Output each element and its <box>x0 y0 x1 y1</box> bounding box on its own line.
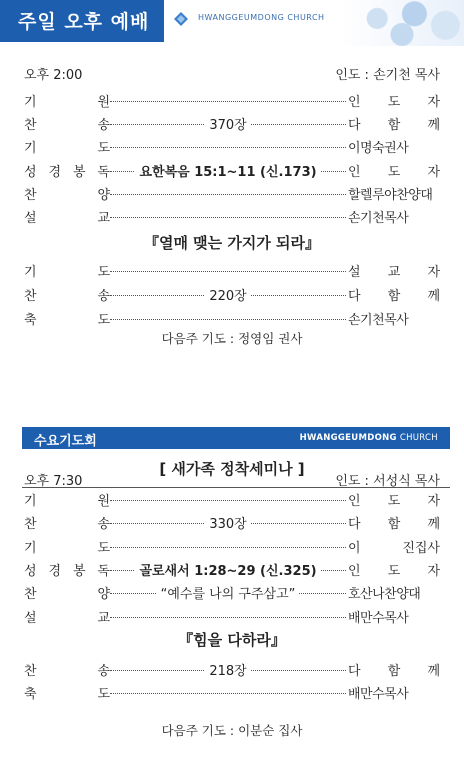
wednesday-title: 수요기도회 <box>34 434 97 449</box>
order-label <box>24 114 110 133</box>
order-person-text: 함 <box>387 289 401 304</box>
order-label-char: 기 <box>24 540 37 556</box>
order-person-text: 배만수목사 <box>348 610 409 626</box>
order-label-char: 찬 <box>24 289 37 304</box>
order-person-text: 자 <box>427 265 440 280</box>
order-person-text: 손기천목사 <box>348 313 409 328</box>
order-detail-text: 요한복음 15:1~11 (신.173) <box>135 165 320 180</box>
dot-leader <box>110 194 346 195</box>
order-row <box>24 261 440 283</box>
order-person-text: 배만수목사 <box>348 687 409 702</box>
order-label-char: 도 <box>97 141 110 157</box>
order-person <box>348 683 440 702</box>
order-detail <box>110 114 346 133</box>
church-logo-icon <box>174 12 188 26</box>
order-person-text: 께 <box>427 118 440 134</box>
order-label-char: 교 <box>97 610 110 626</box>
order-label <box>24 537 110 556</box>
divider <box>22 487 450 488</box>
order-person <box>348 660 440 679</box>
order-person <box>348 285 440 304</box>
order-row <box>24 207 440 229</box>
order-label-char: 원 <box>97 95 110 110</box>
dot-leader <box>110 617 346 618</box>
dot-leader <box>110 101 346 102</box>
sunday-title: 주일 오후 예배 <box>18 11 150 33</box>
wednesday-time: 오후 7:30 <box>24 474 83 489</box>
order-label <box>24 309 110 328</box>
order-person <box>348 184 440 203</box>
order-label-char: 도 <box>97 540 110 556</box>
order-label-char: 찬 <box>24 517 37 533</box>
order-label-char: 송 <box>97 664 110 679</box>
order-person-text: 자 <box>427 95 440 110</box>
order-row <box>24 285 440 307</box>
order-label-char: 봉 <box>72 563 86 579</box>
order-label <box>24 607 110 626</box>
order-person-text: 인 <box>348 164 361 180</box>
order-person-text: 도 <box>387 563 401 579</box>
order-row <box>24 137 440 159</box>
church-name-rest: CHURCH <box>396 433 438 443</box>
order-person <box>348 583 440 602</box>
order-row <box>24 309 440 331</box>
order-person <box>348 261 440 280</box>
order-person <box>348 114 440 133</box>
order-label-char: 찬 <box>24 118 37 134</box>
order-label <box>24 583 110 602</box>
order-person <box>348 207 440 226</box>
sunday-time: 오후 2:00 <box>24 68 83 83</box>
order-person-text: 께 <box>427 289 440 304</box>
sunday-title-tab <box>0 0 164 42</box>
order-label-char: 도 <box>97 687 110 702</box>
wednesday-sermon-title: 『힘을 다하라』 <box>178 631 286 649</box>
order-row <box>24 583 440 605</box>
order-detail <box>110 583 346 602</box>
order-label-char: 찬 <box>24 187 37 203</box>
wednesday-leader: 인도 : 서성식 목사 <box>335 474 440 489</box>
order-person <box>348 607 440 626</box>
wednesday-header <box>22 427 450 449</box>
order-label-char: 송 <box>97 517 110 533</box>
order-person-text: 진집사 <box>402 540 440 556</box>
dot-leader <box>110 271 346 272</box>
order-label <box>24 261 110 280</box>
order-row <box>24 91 440 113</box>
sunday-sermon-title: 『열매 맺는 가지가 되라』 <box>143 234 321 252</box>
sunday-next-prayer: 다음주 기도 : 정영임 권사 <box>161 331 303 346</box>
order-person <box>348 137 440 156</box>
order-label-char: 설 <box>24 610 37 626</box>
order-row <box>24 184 440 206</box>
order-label <box>24 91 110 110</box>
order-label-char: 경 <box>48 164 62 180</box>
dot-leader <box>110 319 346 320</box>
order-person-text: 함 <box>387 118 401 134</box>
church-name: HWANGGEUMDONG CHURCH <box>198 13 325 22</box>
order-detail-text: 370장 <box>205 118 250 133</box>
order-person <box>348 91 440 110</box>
order-detail <box>110 660 346 679</box>
order-person-text: 도 <box>387 494 401 509</box>
dot-leader <box>110 500 346 501</box>
dot-leader <box>110 547 346 548</box>
order-label-char: 성 <box>24 563 37 579</box>
wednesday-seminar: [ 새가족 정착세미나 ] <box>159 460 305 478</box>
order-label-char: 교 <box>97 211 110 226</box>
order-label-char: 찬 <box>24 664 37 679</box>
order-person-text: 함 <box>387 664 401 679</box>
church-name-bold: HWANGGEUMDONG <box>299 433 397 443</box>
order-row <box>24 513 440 535</box>
order-person-text: 손기천목사 <box>348 211 409 226</box>
order-person-text: 교 <box>387 265 401 280</box>
order-row <box>24 560 440 582</box>
order-person <box>348 560 440 579</box>
order-detail-text: 골로새서 1:28~29 (신.325) <box>135 564 320 579</box>
order-row <box>24 683 440 705</box>
order-label <box>24 184 110 203</box>
order-label-char: 기 <box>24 265 37 280</box>
order-detail-text: 330장 <box>205 517 250 532</box>
sunday-header <box>0 0 464 46</box>
order-person-text: 다 <box>348 664 361 679</box>
order-person-text: 도 <box>387 164 401 180</box>
order-label <box>24 285 110 304</box>
order-row <box>24 490 440 512</box>
sunday-time-line <box>24 64 440 84</box>
order-label-char: 기 <box>24 494 37 509</box>
order-label-char: 송 <box>97 289 110 304</box>
order-label <box>24 490 110 509</box>
order-person <box>348 513 440 532</box>
order-person-text: 자 <box>427 164 440 180</box>
order-label-char: 도 <box>97 313 110 328</box>
order-label <box>24 660 110 679</box>
order-label-char: 축 <box>24 313 37 328</box>
order-person-text: 께 <box>427 664 440 679</box>
order-detail <box>110 513 346 532</box>
order-person-text: 이 <box>348 540 361 556</box>
order-row <box>24 114 440 136</box>
order-person-text: 함 <box>387 517 401 533</box>
wednesday-next-prayer: 다음주 기도 : 이분순 집사 <box>161 723 303 738</box>
order-person-text: 호산나찬양대 <box>348 587 421 603</box>
order-person-text: 다 <box>348 118 361 134</box>
order-label-char: 기 <box>24 141 37 157</box>
order-person <box>348 309 440 328</box>
sunday-leader: 인도 : 손기천 목사 <box>335 68 440 83</box>
order-label-char: 도 <box>97 265 110 280</box>
order-person-text: 자 <box>427 563 440 579</box>
dot-leader <box>110 147 346 148</box>
order-row <box>24 607 440 629</box>
order-person-text: 다 <box>348 517 361 533</box>
order-person-text: 께 <box>427 517 440 533</box>
order-label-char: 봉 <box>72 164 86 180</box>
order-label-char: 성 <box>24 164 37 180</box>
order-person <box>348 537 440 556</box>
order-label-char: 찬 <box>24 587 37 603</box>
order-label <box>24 207 110 226</box>
order-label <box>24 513 110 532</box>
order-person-text: 도 <box>387 95 401 110</box>
order-detail-text: 220장 <box>205 289 250 304</box>
order-label <box>24 560 110 579</box>
order-person-text: 설 <box>348 265 361 280</box>
order-row <box>24 537 440 559</box>
order-detail-text: “예수를 나의 구주삼고” <box>157 587 300 602</box>
dot-leader <box>110 693 346 694</box>
order-label-char: 설 <box>24 211 37 226</box>
order-label-char: 양 <box>97 587 110 603</box>
order-label-char: 경 <box>48 563 62 579</box>
order-label-char: 축 <box>24 687 37 702</box>
dot-leader <box>110 217 346 218</box>
order-detail <box>110 161 346 180</box>
order-label-char: 송 <box>97 118 110 134</box>
order-label-char: 독 <box>97 563 110 579</box>
order-person <box>348 490 440 509</box>
order-label <box>24 161 110 180</box>
order-detail <box>110 560 346 579</box>
order-detail <box>110 285 346 304</box>
order-detail-text: 218장 <box>205 664 250 679</box>
order-label-char: 양 <box>97 187 110 203</box>
order-person <box>348 161 440 180</box>
order-label-char: 독 <box>97 164 110 180</box>
order-person-text: 다 <box>348 289 361 304</box>
order-label <box>24 683 110 702</box>
order-person-text: 인 <box>348 494 361 509</box>
hydrangea-decoration <box>340 0 464 46</box>
order-person-text: 인 <box>348 95 361 110</box>
order-row <box>24 161 440 183</box>
order-person-text: 인 <box>348 563 361 579</box>
order-person-text: 자 <box>427 494 440 509</box>
wednesday-church-name <box>300 433 438 443</box>
order-person-text: 할렐루야찬양대 <box>348 187 433 203</box>
order-label <box>24 137 110 156</box>
order-label-char: 기 <box>24 95 37 110</box>
order-row <box>24 660 440 682</box>
order-person-text: 이명숙권사 <box>348 141 409 157</box>
order-label-char: 원 <box>97 494 110 509</box>
